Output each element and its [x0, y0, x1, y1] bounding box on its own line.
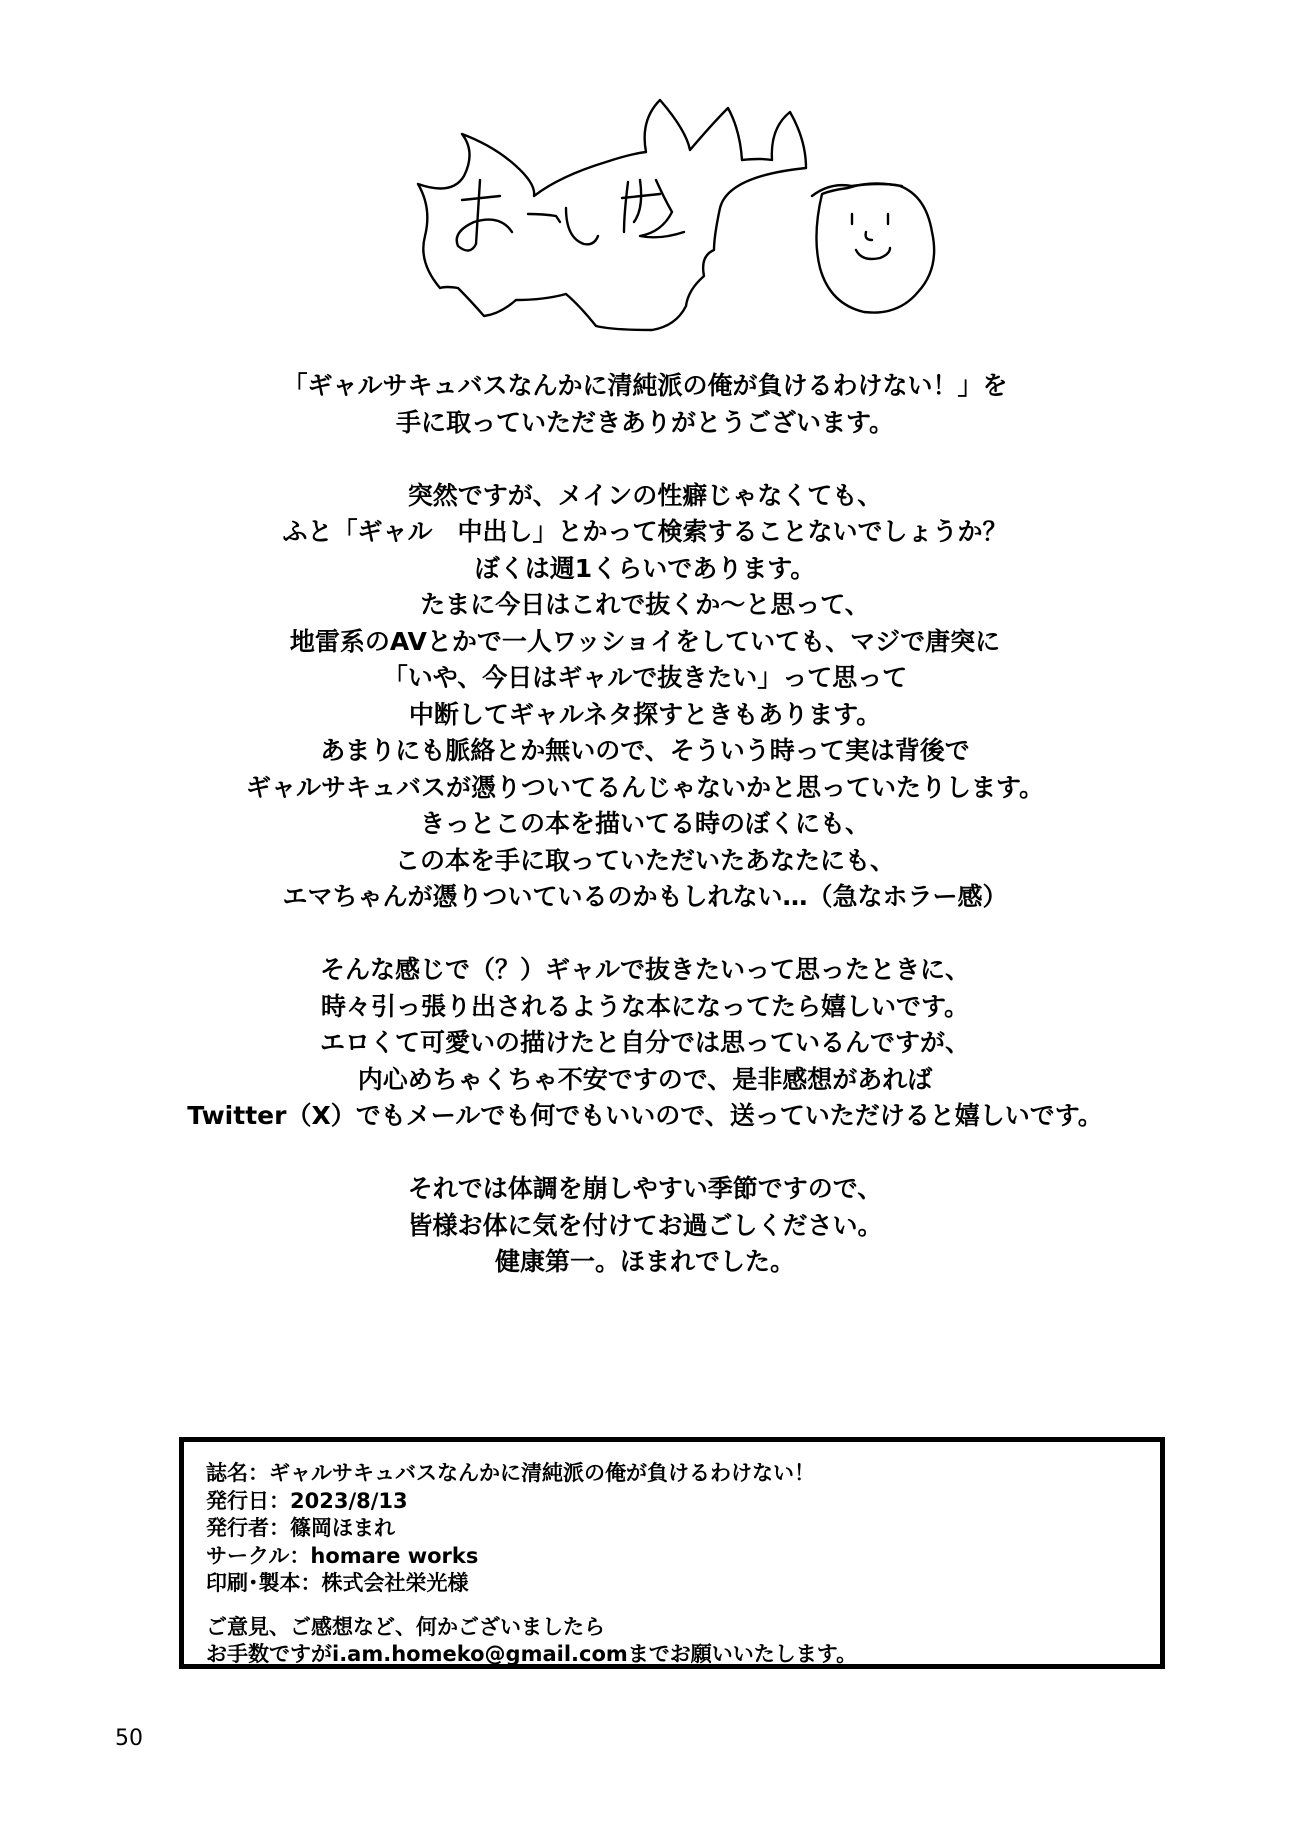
face-hair	[812, 184, 902, 196]
afterword-line: 突然ですが、メインの性癖じゃなくても、	[407, 480, 883, 510]
afterword-line: 健康第一。ほまれでした。	[494, 1247, 795, 1276]
colophon-contact-line: ご意見、ご感想など、何かございましたら	[206, 1614, 605, 1639]
doodle-face-icon	[816, 183, 934, 312]
afterword-line: 時々引っ張り出されるような本になってたら嬉しいです。	[320, 991, 969, 1021]
afterword-line: それでは体調を崩しやすい季節ですので、	[407, 1174, 883, 1203]
paragraph-gap	[0, 916, 1290, 953]
balloon-letter-shi	[528, 214, 560, 222]
afterword-line: たまに今日はこれで抜くか〜と思って、	[420, 590, 870, 619]
page-number: 50	[115, 1726, 143, 1751]
balloon-letter-ra	[566, 208, 598, 244]
afterword-line: エマちゃんが憑りついているのかもしれない…（急なホラー感）	[282, 882, 1008, 911]
colophon-gap	[206, 1598, 1160, 1614]
afterword-line: 皆様お体に気を付けてお過ごしください。	[407, 1210, 883, 1240]
afterword-line: 「いや、今日はギャルで抜きたい」って思って	[382, 663, 908, 692]
speech-balloon-outline	[418, 100, 806, 330]
colophon-contact-line: お手数ですがi.am.homeko@gmail.comまでお願いいたします。	[206, 1642, 858, 1666]
colophon-printer: 印刷･製本：株式会社栄光様	[206, 1571, 469, 1595]
afterword-line: Twitter（X）でもメールでも何でもいいので、送っていただけると嬉しいです。	[187, 1101, 1103, 1130]
face-eyes	[852, 214, 888, 224]
afterword-text	[0, 368, 1290, 1281]
paragraph-gap	[0, 1135, 1290, 1172]
colophon-publisher: 発行者：篠岡ほまれ	[206, 1516, 395, 1540]
afterword-line: 地雷系のAVとかで一人ワッショイをしていても、マジで唐突に	[289, 626, 1001, 656]
afterword-line: そんな感じで（？）ギャルで抜きたいって思ったときに、	[319, 955, 970, 984]
afterword-line: 中断してギャルネタ探すときもあります。	[408, 699, 882, 729]
afterword-line: 内心めちゃくちゃ不安ですので、是非感想があれば	[357, 1064, 933, 1094]
face-mouth	[856, 248, 890, 259]
oshirase-illustration	[0, 0, 1290, 420]
face-nose	[866, 232, 872, 240]
afterword-line: ギャルサキュバスが憑りついてるんじゃないかと思っていたりします。	[245, 772, 1044, 802]
colophon-circle: サークル：homare works	[206, 1543, 479, 1568]
afterword-line: エロくて可愛いの描けたと自分では思っているんですが、	[319, 1028, 970, 1057]
afterword-line: ぼくは週1くらいであります。	[474, 553, 816, 583]
colophon-title: 誌名：ギャルサキュバスなんかに清純派の俺が負けるわけない！	[206, 1461, 815, 1485]
balloon-letter-o	[457, 180, 512, 251]
balloon-letter-se	[622, 180, 684, 237]
paragraph-gap	[0, 441, 1290, 478]
colophon-date: 発行日：2023/8/13	[206, 1488, 408, 1513]
afterword-line: この本を手に取っていただいたあなたにも、	[394, 845, 895, 875]
afterword-line: ふと「ギャル 中出し」とかって検索することないでしょうか？	[282, 517, 1008, 546]
afterword-line: あまりにも脈絡とか無いので、そういう時って実は背後で	[320, 736, 970, 765]
afterword-line: きっとこの本を描いてる時のぼくにも、	[419, 809, 870, 838]
afterword-line: 「ギャルサキュバスなんかに清純派の俺が負けるわけない！」を	[282, 371, 1008, 400]
colophon-box	[179, 1437, 1165, 1669]
afterword-line: 手に取っていただきありがとうございます。	[395, 407, 894, 437]
